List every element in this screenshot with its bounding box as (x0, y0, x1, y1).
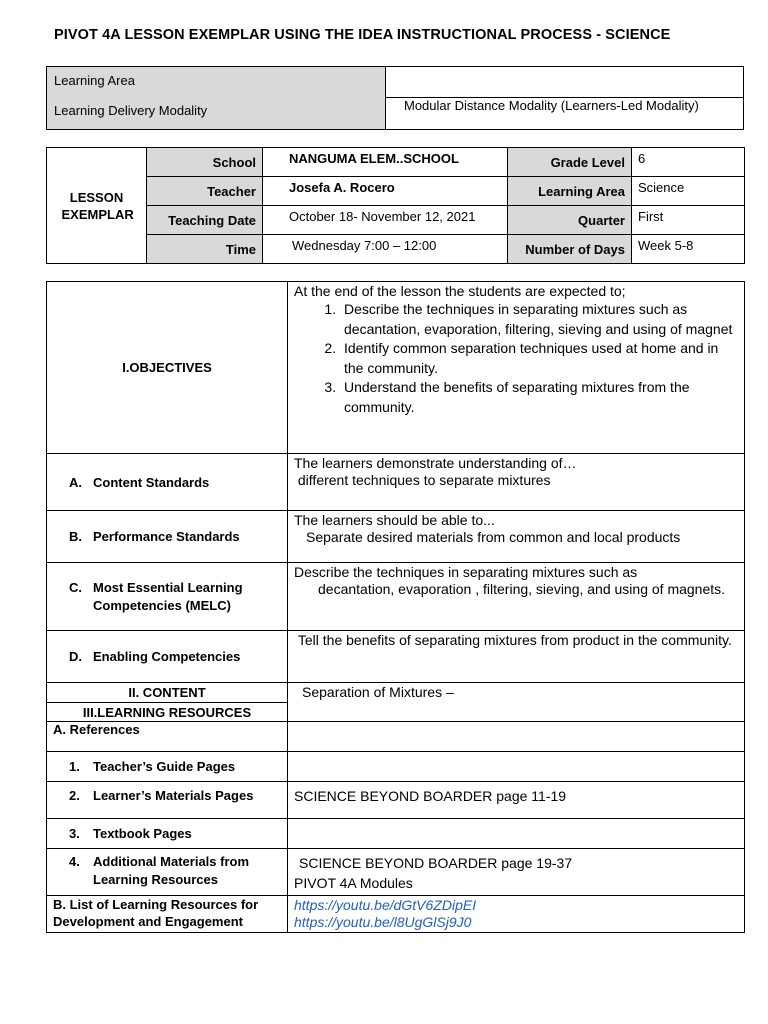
references-value (288, 722, 745, 752)
list-of-resources-label: B. List of Learning Resources for Development and Engagement (47, 896, 288, 933)
objective-item: 1. Describe the techniques in separating mixtures such as decantation, evaporation, filtering, sieving and using of magnet (340, 300, 738, 339)
additional-materials-label-cell: 4. Additional Materials from Learning Resources (47, 849, 288, 896)
teachers-guide-value (288, 752, 745, 782)
learners-materials-value: SCIENCE BEYOND BOARDER page 11-19 (288, 782, 745, 819)
number-of-days-label: Number of Days (508, 235, 632, 264)
objectives-intro: At the end of the lesson the students are expected to; (294, 283, 626, 299)
melc-cell: Describe the techniques in separating mixtures such as decantation, evaporation , filtering, sieving, and using of magnets. (288, 563, 745, 631)
objectives-cell (288, 282, 745, 454)
youtube-link-1[interactable]: https://youtu.be/dGtV6ZDipEI (294, 897, 477, 913)
youtube-link-2[interactable]: https://youtu.be/l8UgGlSj9J0 (294, 914, 472, 930)
teachers-guide-label: Teacher’s Guide Pages (93, 759, 236, 774)
learning-area-value: Science (632, 177, 745, 206)
objective-item: 2. Identify common separation techniques used at home and in the community. (340, 339, 738, 378)
grade-level-value: 6 (632, 148, 745, 177)
performance-standards-label: Performance Standards (93, 529, 240, 544)
enabling-competencies-text: Tell the benefits of separating mixtures from product in the community. (288, 631, 745, 683)
enabling-competencies-label: Enabling Competencies (93, 649, 241, 664)
additional-materials-cell: SCIENCE BEYOND BOARDER page 19-37 PIVOT 4A Modules (288, 849, 745, 896)
textbook-pages-value (288, 819, 745, 849)
objectives-list (294, 300, 738, 417)
time-value: Wednesday 7:00 – 12:00 (263, 235, 508, 264)
modality-label: Learning Delivery Modality (54, 103, 208, 118)
teacher-value: Josefa A. Rocero (263, 177, 508, 206)
quarter-label: Quarter (508, 206, 632, 235)
teaching-date-value: October 18- November 12, 2021 (263, 206, 508, 235)
teacher-label: Teacher (147, 177, 263, 206)
page-title: PIVOT 4A LESSON EXEMPLAR USING THE IDEA INSTRUCTIONAL PROCESS - SCIENCE (54, 27, 671, 43)
learning-area-cell (47, 67, 386, 130)
objectives-label: I.OBJECTIVES (47, 282, 288, 454)
grade-level-label: Grade Level (508, 148, 632, 177)
resource-links-cell (288, 896, 745, 933)
textbook-pages-label-cell: 3. Textbook Pages (47, 819, 288, 849)
learners-materials-label-cell: 2. Learner’s Materials Pages (47, 782, 288, 819)
lesson-exemplar-label: LESSON EXEMPLAR (47, 148, 147, 264)
number-of-days-value: Week 5-8 (632, 235, 745, 264)
school-value: NANGUMA ELEM..SCHOOL (263, 148, 508, 177)
teachers-guide-label-cell: 1. Teacher’s Guide Pages (47, 752, 288, 782)
content-standards-label-cell: A. Content Standards (47, 454, 288, 511)
learners-materials-label: Learner’s Materials Pages (93, 788, 254, 803)
info-table (46, 147, 745, 264)
content-value: Separation of Mixtures – (288, 683, 745, 722)
time-label: Time (147, 235, 263, 264)
melc-label-cell: C. Most Essential Learning Competencies (MELC) (47, 563, 288, 631)
modality-value-cell (386, 67, 744, 130)
teaching-date-label: Teaching Date (147, 206, 263, 235)
content-standards-cell: The learners demonstrate understanding of… different techniques to separate mixtures (288, 454, 745, 511)
quarter-value: First (632, 206, 745, 235)
objective-item: 3. Understand the benefits of separating mixtures from the community. (340, 378, 738, 417)
modality-value: Modular Distance Modality (Learners-Led Modality) (404, 98, 699, 113)
performance-standards-cell: The learners should be able to... Separate desired materials from common and local products (288, 511, 745, 563)
performance-standards-label-cell: B. Performance Standards (47, 511, 288, 563)
additional-materials-label: Additional Materials from Learning Resources (93, 854, 250, 887)
learning-area-label: Learning Area (54, 73, 135, 88)
lesson-table (46, 281, 745, 933)
references-label: A. References (47, 722, 288, 752)
learning-resources-label: III.LEARNING RESOURCES (47, 703, 288, 722)
content-label: II. CONTENT (47, 683, 288, 703)
learning-area-label-2: Learning Area (508, 177, 632, 206)
textbook-pages-label: Textbook Pages (93, 826, 192, 841)
content-standards-label: Content Standards (93, 474, 210, 490)
melc-label: Most Essential Learning Competencies (MELC) (93, 579, 243, 613)
header-table (46, 66, 744, 130)
enabling-competencies-label-cell: D. Enabling Competencies (47, 631, 288, 683)
school-label: School (147, 148, 263, 177)
